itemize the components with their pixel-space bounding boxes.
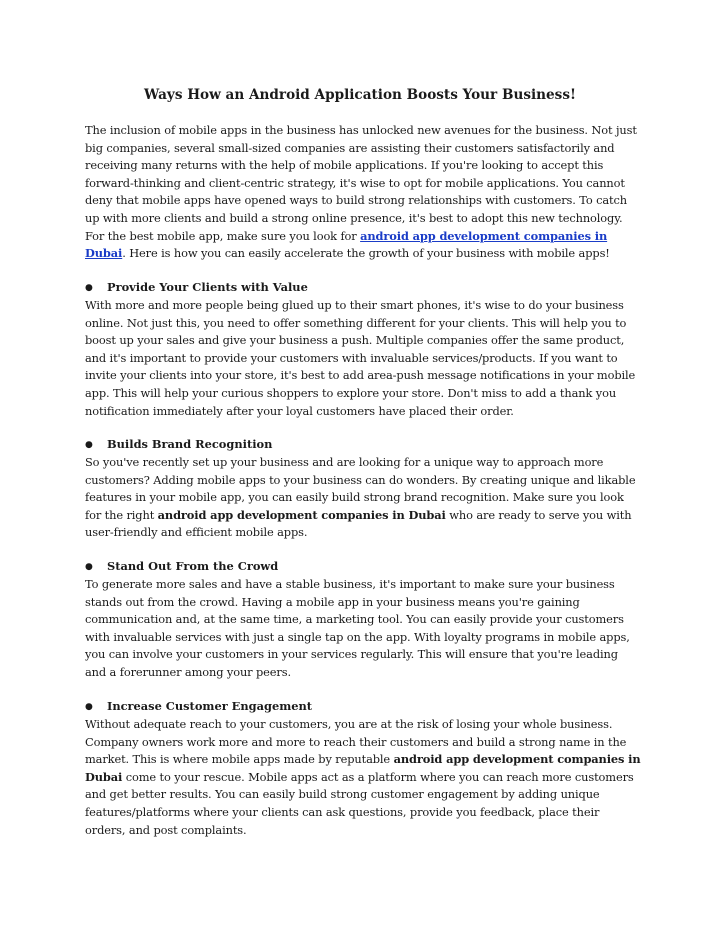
bullet-icon: ●: [85, 562, 93, 572]
section-body-customer-engagement: [85, 716, 641, 839]
section-heading-stand-out: [85, 558, 641, 577]
body-text: Without adequate reach to your customers, you are at the risk of losing your whole business. Company owners work more and more to reach their customers and build a strong name in the market. This is where mobile apps made by reputable: [85, 717, 627, 767]
section-heading-label: Increase Customer Engagement: [107, 699, 313, 713]
intro-text: The inclusion of mobile apps in the business has unlocked new avenues for the business. Not just big companies, several small-sized companies are assisting their customers satisfactorily and receiving many returns with the help of mobile applications. If you're looking to accept this forward-thinking and client-centric strategy, it's wise to opt for mobile applications. You cannot deny that mobile apps have opened ways to build strong relationships with customers. To catch up with more clients and build a strong online presence, it's best to adopt this new technology. For the best mobile app, make sure you look for: [85, 123, 637, 243]
section-heading-provide-value: [85, 279, 641, 298]
body-text: So you've recently set up your business and are looking for a unique way to approach more customers? Adding mobile apps to your business can do wonders. By creating unique and likable features in your mobile app, you can easily build strong brand recognition. Make sure you look for the right: [85, 455, 636, 522]
section-body-provide-value: With more and more people being glued up to their smart phones, it's wise to do your business online. Not just this, you need to offer something different for your clients. This will help you to boost up your sales and give your business a push. Multiple companies offer the same product, and it's important to provide your customers with invaluable services/products. If you want to invite your clients into your store, it's best to add area-push message notifications in your mobile app. This will help your curious shoppers to explore your store. Don't miss to add a thank you notification immediately after your loyal customers have placed their order.: [85, 298, 636, 418]
document-title: Ways How an Android Application Boosts Your Business!: [144, 87, 576, 103]
bold-keyword: android app development companies in Dubai: [85, 752, 641, 784]
section-heading-label: Builds Brand Recognition: [107, 437, 273, 451]
bullet-icon: ●: [85, 283, 93, 293]
bullet-icon: ●: [85, 440, 93, 450]
dubai-companies-link[interactable]: android app development companies in Dubai: [85, 228, 608, 261]
section-heading-label: Stand Out From the Crowd: [107, 559, 279, 573]
section-body-brand-recognition: [85, 454, 641, 542]
section-heading-label: Provide Your Clients with Value: [107, 280, 308, 294]
section-heading-brand-recognition: [85, 436, 641, 455]
body-text-end: come to your rescue. Mobile apps act as a platform where you can reach more customers and get better results. You can easily build strong customer engagement by adding unique features/platforms where your clients can ask questions, provide you feedback, place their orders, and post complaints.: [85, 769, 634, 837]
body-text-end: who are ready to serve you with user-friendly and efficient mobile apps.: [85, 507, 632, 540]
intro-text-end: . Here is how you can easily accelerate the growth of your business with mobile apps!: [122, 246, 610, 261]
bold-keyword: android app development companies in Dubai: [157, 507, 446, 522]
section-body-stand-out: To generate more sales and have a stable business, it's important to make sure your business stands out from the crowd. Having a mobile app in your business means you're gaining communication and, at the same time, a marketing tool. You can easily provide your customers with invaluable services with just a single tap on the app. With loyalty programs in mobile apps, you can involve your customers in your services regularly. This will ensure that you're leading and a forerunner among your peers.: [85, 577, 630, 679]
intro-paragraph: [85, 122, 641, 263]
section-heading-customer-engagement: [85, 698, 641, 717]
bullet-icon: ●: [85, 702, 93, 712]
